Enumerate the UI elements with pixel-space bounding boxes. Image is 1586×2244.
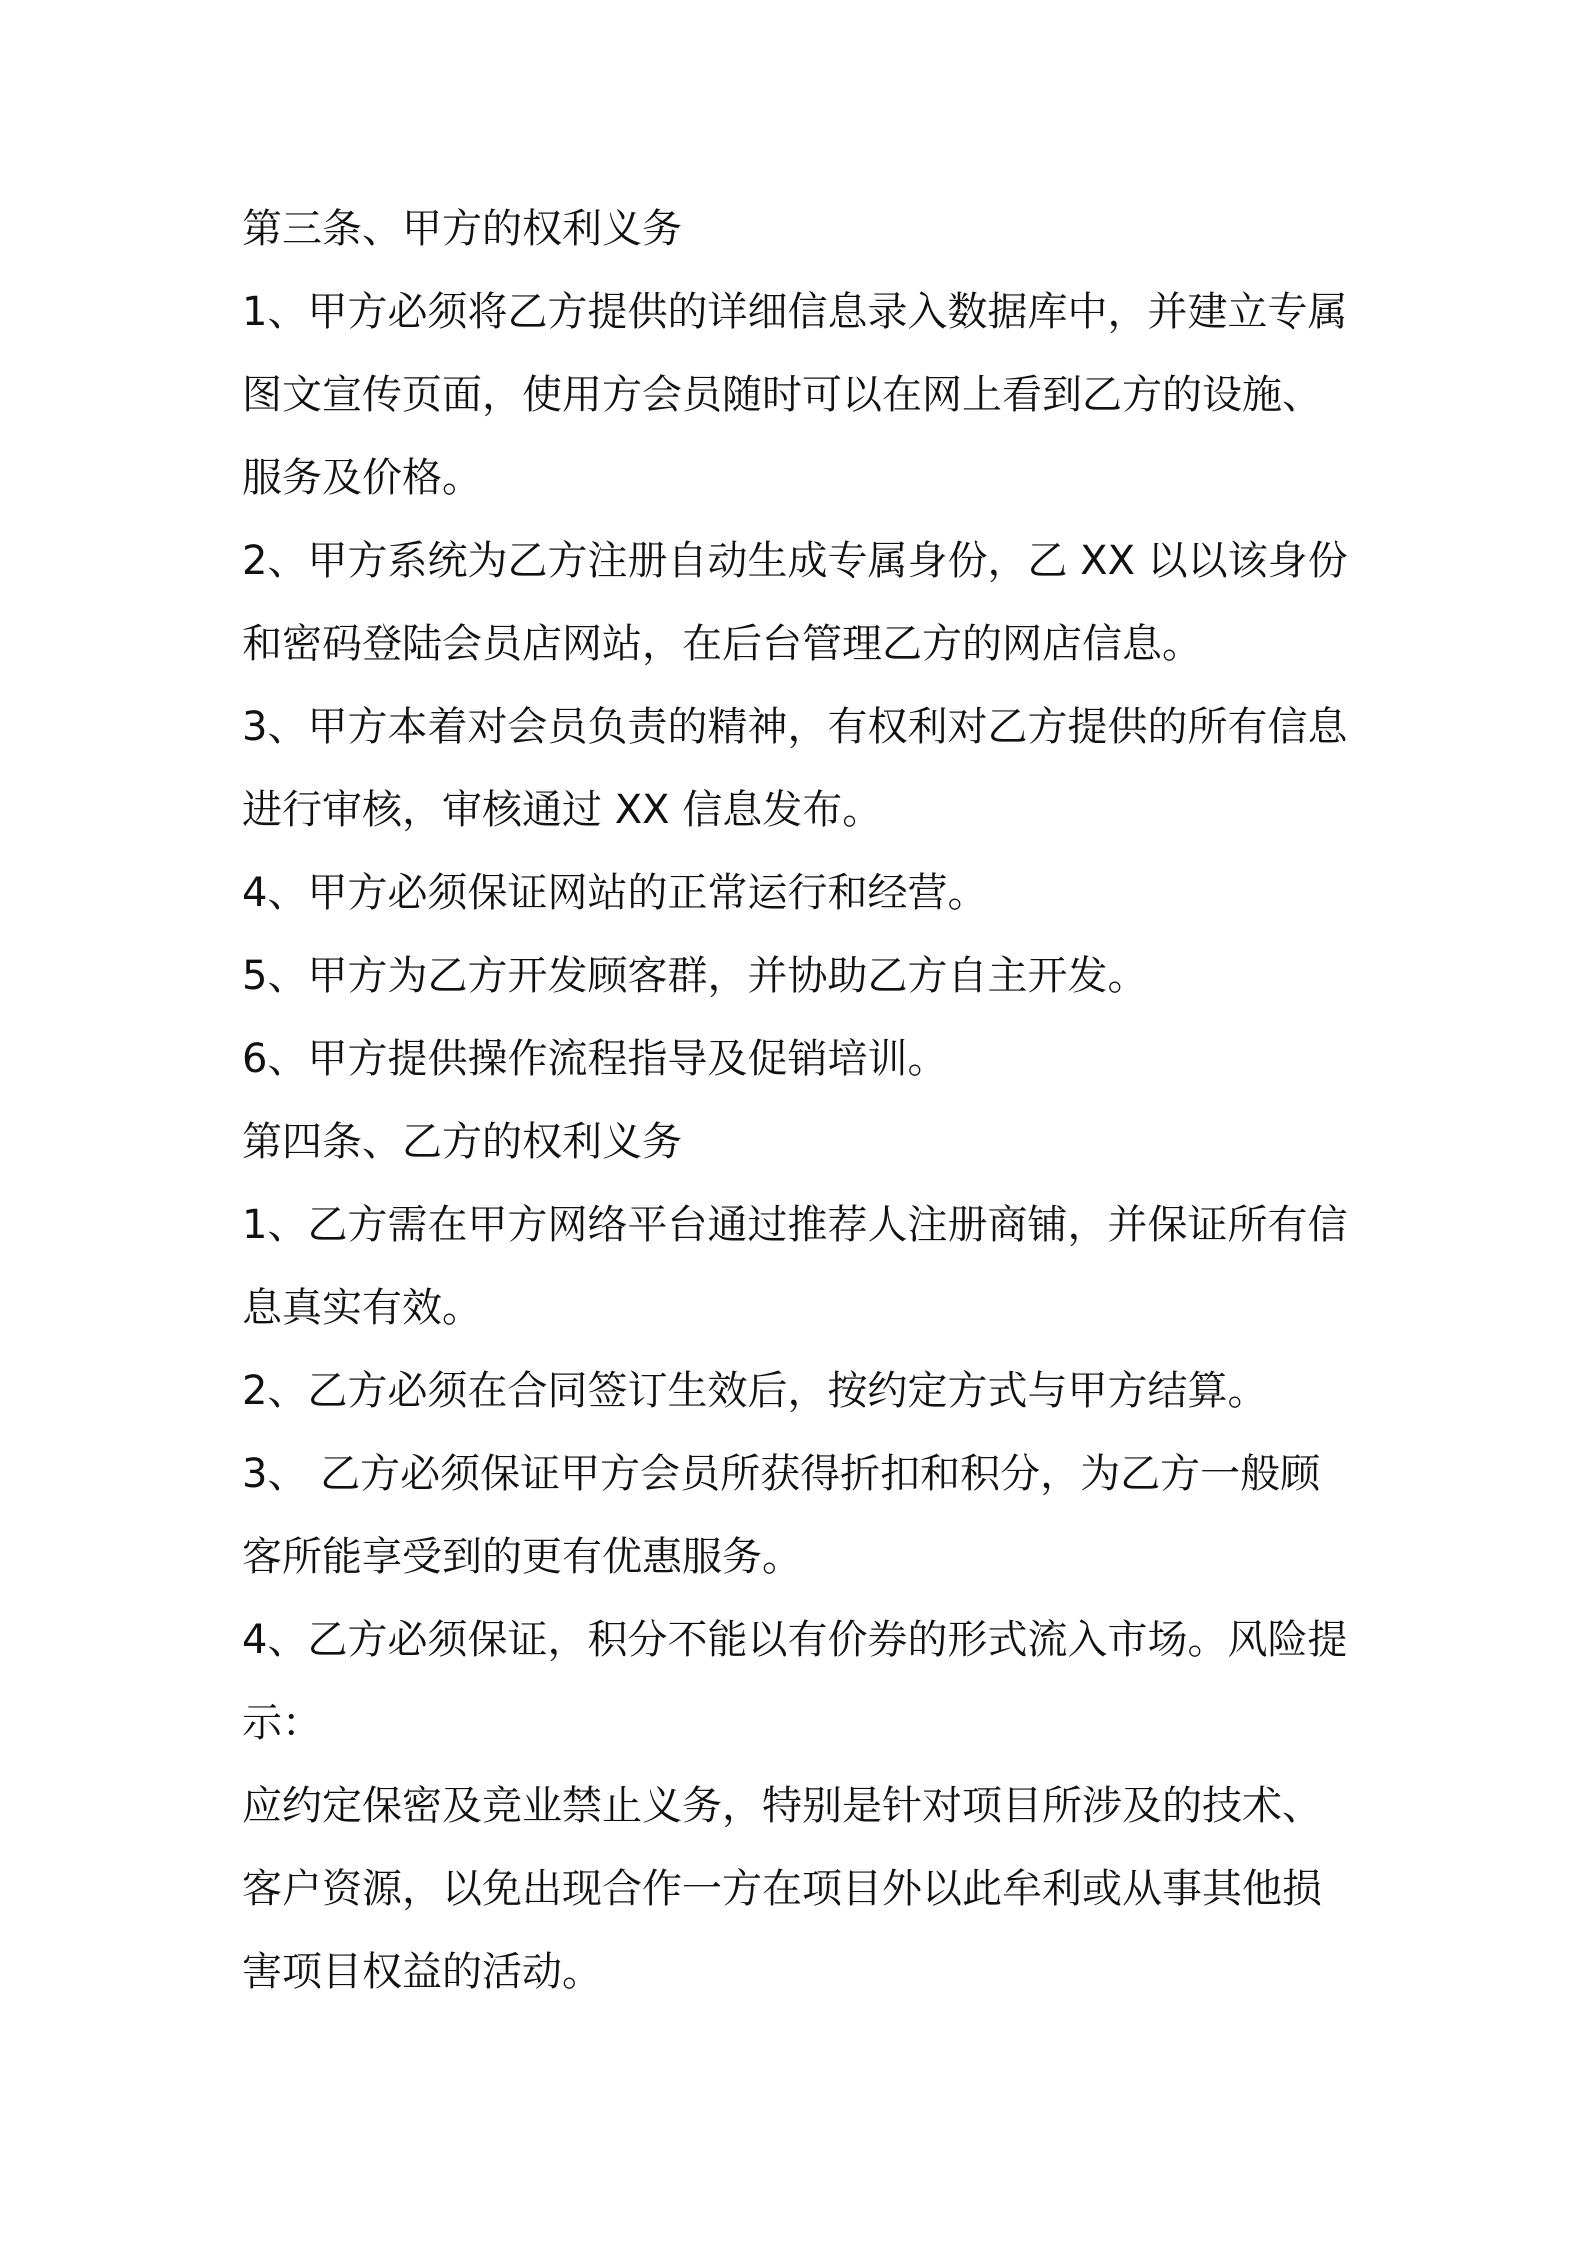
section-heading-article-4: 第四条、乙方的权利义务 <box>242 1119 682 1165</box>
clause-4-1: 1、乙方需在甲方网络平台通过推荐人注册商铺，并保证所有信息真实有效。 <box>242 1202 1348 1331</box>
risk-note-paragraph: 应约定保密及竞业禁止义务，特别是针对项目所涉及的技术、客户资源，以免出现合作一方在项目外以此牟利或从事其他损害项目权益的活动。 <box>242 1783 1322 1995</box>
clause-3-5: 5、甲方为乙方开发顾客群，并协助乙方自主开发。 <box>242 953 1148 999</box>
section-heading-article-3: 第三条、甲方的权利义务 <box>242 206 682 252</box>
document-page <box>242 188 1354 2014</box>
clause-4-2: 2、乙方必须在合同签订生效后，按约定方式与甲方结算。 <box>242 1368 1268 1414</box>
clause-3-4: 4、甲方必须保证网站的正常运行和经营。 <box>242 870 988 916</box>
clause-3-3: 3、甲方本着对会员负责的精神，有权利对乙方提供的所有信息进行审核，审核通过 XX 信息发布。 <box>242 704 1348 833</box>
clause-3-6: 6、甲方提供操作流程指导及促销培训。 <box>242 1036 948 1082</box>
clause-3-2: 2、甲方系统为乙方注册自动生成专属身份，乙 XX 以以该身份和密码登陆会员店网站，在后台管理乙方的网店信息。 <box>242 538 1348 667</box>
clause-4-4: 4、乙方必须保证，积分不能以有价券的形式流入市场。风险提示： <box>242 1617 1348 1746</box>
clause-4-3: 3、 乙方必须保证甲方会员所获得折扣和积分，为乙方一般顾客所能享受到的更有优惠服务。 <box>242 1451 1321 1580</box>
clause-3-1: 1、甲方必须将乙方提供的详细信息录入数据库中，并建立专属图文宣传页面，使用方会员随时可以在网上看到乙方的设施、服务及价格。 <box>242 289 1348 501</box>
